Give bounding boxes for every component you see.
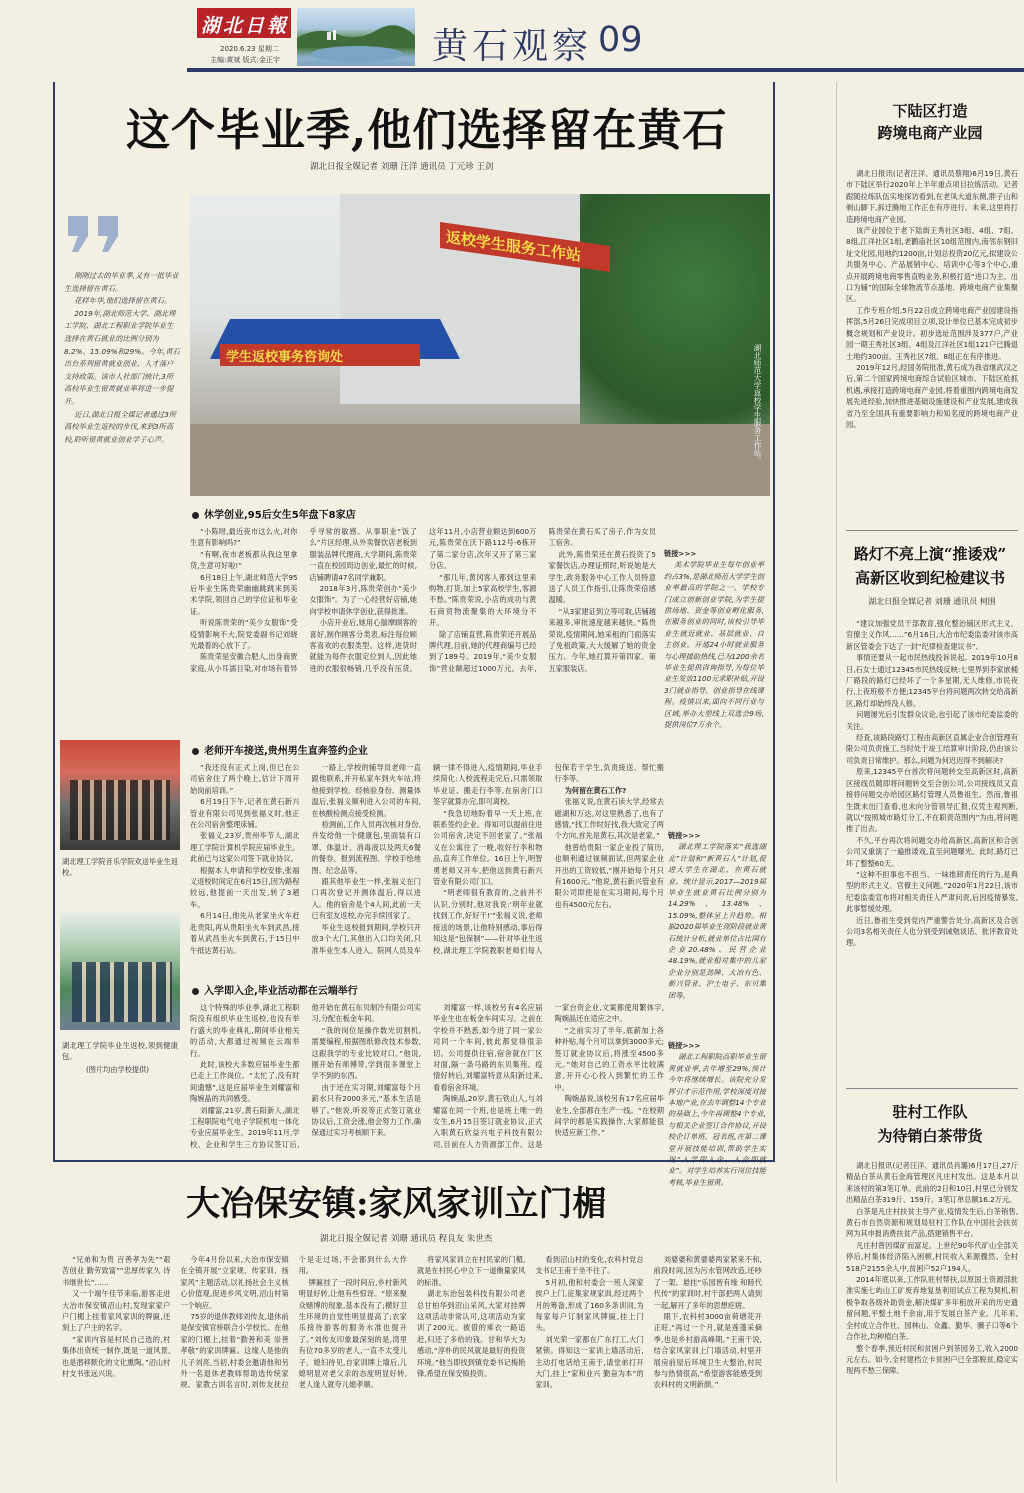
- section-1-title-text: 休学创业,95后女生5年盘下8家店: [204, 510, 356, 521]
- body-para: “家训内容是村民自己选的,村集体出资统一制作,既是一道风景,也是潜移默化的文化熏陶。”沼山村村支书张远兴说。: [62, 1334, 171, 1379]
- section-1-link: [664, 548, 764, 738]
- date-line: 2020.6.23 星期二: [220, 45, 279, 53]
- sidebar-3-title-line2: 为待销白茶带货: [877, 1127, 983, 1145]
- link-label: 链接>>>: [668, 1041, 701, 1050]
- body-para: 他曾给贵阳一家企业投了简历,也顺利通过视频面试,但两家企业开出的工资较低,“刚开始每个月只有1600元。”他说,黄石新兴管业有限公司即使是在实习期间,每个月也有4500元左右。: [554, 842, 664, 909]
- graduates-figures: [70, 780, 170, 840]
- body-para: “兄弟和为贵 百善孝为先”“艰苦创业 勤劳致富”“忠厚传家久 诗书继世长”……: [62, 1255, 171, 1287]
- sidebar-2-title: [840, 542, 1020, 590]
- photo-credit: (图片均由学校提供): [86, 1065, 150, 1074]
- body-para: “那几年,黄冈客人都到这里来购物,打货,加上5家高校学生,客源不愁。”陈贵荣说,小店的成功与黄石商贸物流聚集的大环境分不开。: [429, 572, 537, 628]
- sidebar-rule-1: [846, 530, 1018, 531]
- body-para: 今年4月份以来,大冶市保安镇在全镇开展“立家规、传家训、扬家风”主题活动,以礼扬社会主义核心价值观,促进乡风文明,沼山村第一个响应。: [180, 1255, 289, 1310]
- body-para: 看到沼山村的变化,农科村党总支书记王甫于坐不住了。: [535, 1255, 644, 1276]
- intro-para: 2019年,湖北师范大学、湖北理工学院、湖北工程职业学院毕业生选择在黄石就业的比例分别为8.2%、15.09%和29%。今年,黄石出台系列留黄就业创业、人才落户支持政策。该市人社部门统计,3所高校毕业生留黄就业率将进一步提升。: [64, 308, 180, 406]
- quote-mark-icon: [64, 212, 126, 256]
- sidebar-3-body: [846, 1160, 1018, 1486]
- body-para: 张福义,23岁,贵州毕节人,湖北理工学院计算机学院应届毕业生。此前已与这家公司签下就业协议。: [190, 831, 300, 864]
- sidebar-3-title: [840, 1100, 1020, 1148]
- body-para: 为何留在黄石工作?: [564, 785, 627, 795]
- body-para: 又一个端午佳节来临,游客走进大冶市保安镇沼山村,发现家家户户门楣上挂着家风家训的牌匾,还刻上了户主的名字。: [62, 1289, 171, 1333]
- sidebar-divider: [836, 82, 837, 1482]
- body-para: 整个春季,预近村民和贫困户到茶园务工,收入2000元左右。如今,全村建档立卡贫困户已全部脱贫,稳定实现两不愁三保障。: [846, 1343, 1018, 1376]
- body-para: 听说陈贵荣的“美少女服饰”受疫情影响不大,院党委副书记刘晓光最着的心放下了。: [190, 618, 298, 651]
- body-para: 2019年12月,经国务院批准,黄石成为我省继武汉之后,第二个国家跨境电商综合试验区城市。下陆区抢抓机遇,承接打造跨境电商产业园,将着重围内跨境电商发展先进经验,加快推进基础设施建设和产业发展,建成我省乃至全国具有重要影响力和知名度的跨境电商产业园。: [846, 362, 1018, 429]
- masthead: [0, 0, 1024, 82]
- body-para: “我还没有正式上岗,但已在公司宿舍住了两个晚上,估计下周开始岗前培训。”: [190, 763, 300, 795]
- body-para: 问题屡光后引发群众议论,也引起了该市纪委监委的关注。: [846, 710, 1018, 731]
- body-para: “我急切地盼着早一天上班,在联系签约企业。得知可以提前住进公司宿舍,决定不回老家了。”张福义在公寓住了一晚,收好行李和物品,直奔工作单位。16日上午,明智勇老师又开车,把他送到黄石新兴管业有限公司门口。: [433, 808, 543, 887]
- section-2-link: [668, 830, 766, 1000]
- editor-line: 主编:黄斌 版式:金正宇: [210, 56, 280, 64]
- left-photo-1: [60, 740, 180, 850]
- body-para: 6月18日上午,湖北师范大学95后毕业生陈贵荣幽幽跳跳来到美术学院,领回自己的学位证和毕业证。: [190, 572, 298, 616]
- body-para: “之前实习了半年,底薪加上各种补贴,每个月可以拿到3000多元;签订就业协议后,将涨至4500多元。”她对自己的工资水平比较满意,开开心心投入到繁忙的工作中。: [554, 1025, 664, 1092]
- section-3-link: [668, 1040, 766, 1187]
- body-para: 刘耀富一样,该校另有4名应届毕业生也在板金车间实习。之前在学校并不熟悉,如今进了同一家公司同一个车间,彼此都觉得很亲切。公司提供住宿,宿舍就在厂区对面,隔一条马路的东贝集苑。疫情好转后,刘耀富特意从阳新过来,看看宿舍环境。: [433, 1003, 543, 1092]
- second-story-body: [62, 1254, 762, 1486]
- body-para: 此外,陈贵荣还在黄石投资了5家餐饮店,办理证照时,听说她是大学生,政务服务中心工作人员特意送了人员工作指引,让陈贵荣倍感温暖。: [548, 549, 656, 605]
- bullet-icon: [192, 512, 199, 519]
- body-para: 凡庄村曾因煤矿而富足。上世纪90年代矿山全部关停后,村集体经济陷入困顿,村民收入来源骤然。全村518户2155余人中,贫困户52户194人。: [846, 1240, 1018, 1273]
- body-para: 跟其他毕业生一样,张福义在门口再次登记并测体温后,得以进入。他的宿舍是个4人间,此前一天已有室友返校,办完手续回家了。: [311, 877, 421, 921]
- main-photo-caption: 湖北师范大学返校学生服务工作站。: [753, 344, 762, 464]
- body-para: 将家风家训立在村民家的门楣,就是在村民心中立下一道衡量家风的标准。: [416, 1255, 526, 1287]
- body-para: 工作专班介绍,5月22日成立跨境电商产业园建设指挥部,5月26日完成项目立项,设计单位已基本完成初步概念规划和产业设计。初步选址范围涉及377户,产业园一期王秀社区3组、4组及江洋社区1组121户已腾退土地约300亩。王秀社区7组、8组正在有序推进。: [846, 305, 1018, 361]
- body-para: 陈贵荣是安徽合肥人,出身商贾家庭,从小耳濡目染,对市场有着异乎寻常的敏感。从事职业“饭了么”片区经理,从外卖餐饮店老板到服装品牌代理商,大学期间,陈贵荣一直在校园周边创业,最忙的时候,店铺聘请47名同学兼职。: [190, 527, 417, 673]
- body-para: 这个特殊的毕业季,湖北工程职院没有组织毕业生返校,也没有举行盛大的毕业典礼,期间毕业相关的活动,大都通过视频在云端举行。: [190, 1003, 300, 1058]
- section-3-body: [190, 1002, 664, 1152]
- section-3-title: [192, 982, 358, 997]
- banner-1-text: 学生返校事务咨询处: [226, 350, 344, 365]
- body-para: 陶婉晶说,该校另有17名应届毕业生,全部都在生产一线。“在校期间学的都是实践操作,大家都能很快适应新工作。”: [554, 1094, 664, 1138]
- left-photo-1-caption: 湖北理工学院音乐学院欢送毕业生返校。: [62, 857, 178, 878]
- section-1-title: [192, 506, 356, 521]
- sidebar-2-byline: 湖北日报全媒记者 刘珊 通讯员 柯围: [868, 597, 996, 606]
- intro-para: 花样年华,他们选择留在黄石。: [74, 296, 172, 306]
- lake-scene-icon: [297, 8, 415, 66]
- intro-para: 近日,湖北日报全媒记者通过3所高校毕业生返校的步伐,来到3所高校,聆听留黄就业创业学子心声。: [64, 409, 177, 444]
- ground: [190, 424, 770, 496]
- link-label: 链接>>>: [668, 831, 701, 840]
- sidebar-1-title-line1: 下陆区打造: [892, 102, 968, 120]
- body-para: 张福义说,在黄石读大学,经常去磁湖和万达,对这里熟悉了,也有了感情,“找工作时好找,我大致定了两个方向,首先是黄石,其次是老家。”: [554, 797, 664, 841]
- body-para: “建议加强党员干部教育,强化整治铺区形式主义、官僚主义作风……”6月16日,大冶市纪委监委对该市高新区管委会下达了一封“纪律检查建议书”。: [846, 619, 1018, 651]
- bullet-icon: [192, 748, 199, 755]
- body-para: 根据本人申请和学校安排,张福义返校时间定在6月15日,因为路程较远,他提前一天出发,转了3趟车。: [190, 865, 300, 909]
- lead-headline: 这个毕业季,他们选择留在黄石: [126, 105, 728, 156]
- body-para: 6月19日下午,记者在黄石新兴管业有限公司见到张福义时,他正在公司宿舍整理床铺。: [190, 797, 300, 830]
- bullet-icon: [192, 988, 199, 995]
- sidebar-rule-2: [846, 1088, 1018, 1089]
- body-para: 除了店铺直营,陈贵荣还开展品牌代理,目前,她的代理商编号已经到了189号。2019年,“美少女服饰”营业额超过1000万元。去年,陈贵荣在黄石买了房子,作为女员工宿舍。: [429, 527, 656, 673]
- body-para: 检测前,工作人员再次核对身份,并发给他一个健康包,里面装有口罩、体温计、消毒液以及两天6餐的餐券、报到流程图、学校手绘地图、纪念品等。: [311, 820, 421, 875]
- body-para: “小陈呀,最近夜市这么火,对你生意有影响吗?”: [190, 527, 298, 548]
- body-para: 75岁的退休教师刘传友,退休前是保安镇官桥联合小学校长。在他家的门楣上,挂着“勤善和美 崇善孝敬”的家训牌匾。这缘人是他的儿子刘亮,当初,村委会邀请他和另外一名退休老教师帮助选传统家规、家教古训名言时,刘传友抚拉个是走过场,不会都到什么大作用。: [180, 1255, 407, 1390]
- body-para: 刘光荣一家都在广东打工,大门紧锁。得知这一家训上墙活动后,主动打电话给王甫于,请堂弟打开大门,挂上“家和业兴 勤奋为本”的家训。: [535, 1334, 644, 1390]
- sidebar-1-title-line2: 跨境电商产业园: [877, 124, 983, 142]
- body-para: “从3家建证到立等可取,店铺越来越多,审批速度越来越快。”陈贵荣说,疫情期间,她采租的门面落实了免租政策,大大缓解了她的资金压力。今年,她打算开第四家、第五家服装店。: [548, 606, 656, 673]
- intro-para: 刚刚过去的毕业季,又有一批毕业生选择留在黄石。: [64, 271, 179, 293]
- body-para: “我的岗位是操作数光切割机,需要编程,根据图纸修改技术参数,这跟我学的专业比较对口。”他说,刚开始有师傅带,学到很多课堂上学不到的东西。: [311, 1025, 421, 1081]
- body-para: 由于还在实习期,刘耀富每个月薪水只有2000多元,“基本生活是够了。”他说,听说等正式签订就业协议后,工资会涨,他会努力工作,确保通过实习考核顺下来。: [311, 1082, 421, 1138]
- body-para: 不久,平台再次将问题交办给高新区,高新区和合创公司又重演了一遍推诿戏,直至问题曝光。此时,路灯已坏了整整60天。: [846, 835, 1018, 868]
- body-para: “这种不担事也不担当、一味推卸责任的行为,是典型的形式主义、官僚主义问题。”2020年1月22日,该市纪委监委宣布将对相关责任人严肃问责,后因疫情暴发,此事暂缓处理。: [846, 869, 1018, 914]
- link-text: 湖北理工学院落实“我选湖北”计划和“新黄石人”计划,促进大学生在湖北、在黄石就业。统计显示,2017—2019届毕业生就业黄石比例分别为14.29%、13.48%、15.09%,整体呈上升趋势。根据2020届毕业生现阶段就业黄石统计分析,就业单位占比国有企业20.48%、民营企业48.19%,就业相对集中的儿家企业分别是劲牌、大冶有色、新兴管业、沪士电子、东贝集团等。: [668, 842, 766, 1000]
- section-title: 黄石观察: [432, 26, 593, 67]
- body-para: “明老师很有教育的,之前并不认识,分别时,他对我说:‘明年业就找到工作,好好干!’”张福义说,老师接送的场景,让他特别感动,事后得知这是“包保制”——针对毕业生返校,湖北理工学院教职老师们每人包保若干学生,负责接送、帮忙搬行李等。: [433, 763, 664, 955]
- body-para: 一路上,学校的辅导员老师一直跟他联系,并开私家车到火车站,将他接到学校。经核验身份、测量体温后,张福义顺利进入公司的车间,在核酸检测点接受检测。: [311, 763, 421, 818]
- second-byline: 湖北日报全媒记者 刘珊 通讯员 程良友 朱世杰: [320, 1234, 493, 1244]
- paper-logo: [197, 8, 291, 38]
- section-2-body: [190, 762, 664, 976]
- body-para: 牌匾挂了一段时间后,乡村新风明显好转,让他有些惊讶。“原来聚众赌博的现象,基本没有了;横好卫生环境的自觉性明显提高了;农家乐接待游客的服务水准也提升了。”刘传友印象最深刻的是,湾里有位70多岁的老人,一直不太受儿子、媳妇待见,自家训牌上墙后,儿媳明显对老父亲的态度明显好转,老人逢人就夸儿媳孝顺。: [298, 1277, 407, 1390]
- link-label: 链接>>>: [664, 549, 697, 558]
- masthead-landscape-image: [297, 8, 415, 66]
- link-text: 湖北工程职院高职毕业生留黄就业率,去年增至29%,预计今年将继续增长。该院充分发挥引才示范作用,学校深度对接本地产业,在去年调整14个专业的基础上,今年再调整4个专业,与相关企业签订合作协议,开设校企订单班、冠名班,在第二课堂开展技能培训,帮助学生实现“入学即入企、入企即就业”。对学生培养实行岗位技能考核,毕业生留黄。: [668, 1052, 766, 1187]
- body-para: 湖北东治包装科技有限公司老总甘柏华到沼山采风,大家对挂牌这项活动非常认可,这项活动为家训了200元。被借的乘衣一路追赶,归还了多给的钱。甘和华大为感动,“淳朴的民风就是最好的投资环境。”他当即找到镇党委书记梅艳锋,希望在保安镇投资。: [416, 1289, 526, 1379]
- left-photo-2-caption: 湖北理工学院毕业生返校,领到健康包。: [62, 1041, 178, 1062]
- section-3-title-text: 入学即入企,毕业活动都在云端举行: [204, 986, 358, 997]
- body-para: 眼下,农科村3000亩荷塘花开正旺,“再过一个月,就是莲蓬采摘季,也是乡村游高峰期。”王甫干说,结合家风家训上门墙活动,村里开展房前屋后环境卫生大整治,村民参与热情很高,“希望游客能感受到农科村的文明新颜。”: [653, 1312, 762, 1390]
- lead-byline: 湖北日报全媒记者 刘珊 汪洋 通讯员 丁元珍 王剑: [310, 162, 494, 172]
- masthead-rule: [187, 68, 1024, 72]
- sidebar-2-title-line1: 路灯不亮上演“推诿戏”: [853, 545, 1007, 563]
- left-photo-2: [60, 912, 180, 1030]
- red-banner-1: [220, 344, 420, 366]
- link-text: 美术学院毕业生每年创业率约占3%,是湖北师范大学学生创业率最高的学院之一。学校专门成立创新创业学院,为学生提供场地、资金等创业孵化服务,在服务创业的同时,该校引导毕业生就近就业、基层就业、自主创业。开通24小时就业服务与心理援助热线,已为1200余名毕业生提供咨询指导,为每位毕业生发放1100元求职补贴,开设3门就业指导、创业指导在线课程。疫情以来,面向不同行业与区域,举办大型线上双选会9场,提供岗位7万余个。: [664, 560, 764, 730]
- banner-2-text: 返校学生服务工作站: [446, 227, 582, 265]
- body-para: 5月初,他和村委会一班人深家挨户上门,征集家规家训,经过两个月的筹备,形成了160多条训词,为每家每户订制家风牌匾,挂上门头。: [535, 1277, 644, 1333]
- sidebar-2-title-line2: 高新区收到纪检建议书: [854, 569, 1005, 587]
- body-para: 该产业园位于老下陆街王秀社区3组、4组、7组、8组,江洋社区1组,老鹳庙社区10组范围内,南邻东钢旧址文化园,用地约1200亩,计划总投资20亿元,拟建设公共服务中心、产品展销中心、培训中心等3个中心,重点开展跨境电商零售直购业务,积极打造“进口为主、出口为辅”的国际全球物流节点基地、跨境电商产业集聚区。: [846, 226, 1018, 304]
- main-photo: [190, 194, 770, 496]
- body-para: 经查,该路段路灯工程由高新区直属企业合创管理有限公司负责施工,当时处于竣工结算审计阶段,仍由该公司负责日常维护。那么,问题为何迟迟得不到解决?: [846, 733, 1018, 765]
- page-number: 09: [598, 20, 643, 60]
- section-1-body: [190, 526, 656, 738]
- paper-name: 湖北日報: [201, 15, 290, 37]
- body-para: 白茶是凡庄村扶贫主导产业,疫情发生后,白茶销售,黄石市自然资源和规划局驻村工作队在中国社会扶贫网为其申报消费扶贫产品,搭建销售平台。: [846, 1206, 1018, 1239]
- section-2-title: [192, 742, 368, 757]
- sidebar-1-body: [846, 168, 1018, 520]
- body-para: 事情还要从一起市民热线投诉说起。2019年10月8日,石女士通过12345市民热线反映:七里界到李家嵌桶厂路段的路灯已经坏了一个多星期,无人维修,市民夜行,上夜班极不方便;12345平台将问题两次转交给高新区,路灯却始终没人修。: [846, 653, 1018, 708]
- body-para: 2018年3月,陈贵荣创办“美少女服饰”。为了一心经营好店铺,她向学校申请休学创业,获得批准。: [309, 584, 417, 616]
- sidebar-1-title: [840, 100, 1020, 144]
- section-2-title-text: 老师开车接送,贵州男生直奔签约企业: [204, 746, 368, 757]
- body-para: 刘婆婆和黄婆婆两家紧来不和,前段时间,因为污水管网改造,还吵了一架。悬挂“乐园皆有缘 和睦代代传”的家训时,村干部把两人请到一起,解开了多年的思想疙瘩。: [653, 1255, 762, 1310]
- body-para: 陶婉晶,20岁,黄石铁山人,与刘耀富在同一个班,也是班上唯一的女生,6月15日签订就业协议,正式入职黄石欣益兴电子科技有限公司,目前在人力资源部工作。这是一家台资企业,文案都使用繁体字,陶婉晶还在适应之中。: [433, 1003, 664, 1149]
- second-headline: 大冶保安镇:家风家训立门楣: [186, 1184, 607, 1224]
- body-para: 小店开业后,她用心揣摩顾客的喜好,制作顾客分类表,标注每位顾客喜欢的衣服类型。这样,进货时就能为每件衣服定位到人,因此她进的衣服很畅销,几乎没有压货。这年11月,小店营业额达到600万元,陈贵荣在沃下路112号-6栋开了第二家分店,次年又开了第三家分店。: [309, 527, 537, 673]
- body-para: 刘耀富,21岁,黄石阳新人,湖北工程职院电气电子学院机电一体化专业应届毕业生。2019年11月,学校、企业和学生三方协议签订后,他开始在黄石东贝制冷有限公司实习,分配在板金车间。: [190, 1003, 421, 1149]
- body-para: 2014年底以来,工作队驻村帮扶,以原国土资源部批准实施七屿山工矿废弃地复垦利用试点工程为契机,积极争取各级补助资金,解决煤矿多年租放开采的历史遗留问题,平整土地千余亩,用于发展白茶产业。几年来,全村成立合作社、园林山、众鑫、勤华、骥子口等6个合作社,均种植白茶。: [846, 1275, 1018, 1342]
- body-para: 此时,该校大多数应届毕业生都已走上工作岗位。“太忙了,没有时间遗憾”,这是应届毕业生刘耀富和陶婉晶的共同感受。: [190, 1060, 300, 1104]
- lead-intro: [64, 270, 180, 520]
- body-para: 湖北日报讯(记者汪洋、通讯员蔡翔)6月19日,黄石市下陆区举行2020年上半年重点项目拉练活动。记者跟随拉练队伍实地探访看到,在老凤大道东侧,胖子山和剃山脚下,拆迁腾地工作正在有序进行。未来,这里将打造跨境电商产业园。: [846, 169, 1018, 224]
- body-para: 湖北日报讯(记者汪洋、通讯员肖璐)6月17日,27斤精品白茶从黄石金海管理区凡庄村发出。这是本月以来该村的第3笔订单。此前的2日和10日,村里已分别发出精品白茶319斤、159斤。3笔订单总额16.2万元。: [846, 1161, 1018, 1205]
- body-para: 毕业生返校报到期间,学校只开放3个大门,其他出入口均关闭,只准毕业生本人进入。院网人员及车辆一律不得进入,疫情期间,毕业手续简化:人校流程走完后,只需领取毕业证、搬走行李等,在宿舍门口签字就算办完,即可离校。: [311, 763, 543, 955]
- sidebar-2-body: [846, 618, 1018, 1080]
- sidebar-3-title-line1: 驻村工作队: [892, 1103, 968, 1121]
- body-para: 6月14日,他先从老家坐火车赶赴贵阳,再从贵阳坐火车到武昌,接着从武昌坐火车到黄石,于15日中午抵达黄石站。: [190, 911, 300, 955]
- body-para: 近日,鲁祖生受到党内严重警告处分,高新区及合创公司3名相关责任人也分别受到诫勉谈话、批评教育处理。: [846, 915, 1018, 948]
- body-para: 原来,12345平台首次将问题转交至高新区时,高新区接线员随即将问题转交至合创公司,公司接线员又直接将问题交办给园区路灯管理人员鲁祖生。然而,鲁祖生既未出门查看,也未向分管领导汇报,仅凭主观判断,就以“按照城市路灯分工,不在职责范围内”为由,将问题推了出去。: [846, 767, 1018, 834]
- body-para: “有啊,夜市老板都从我这里拿货,生意可好啦!”: [190, 549, 298, 571]
- students-figures: [72, 962, 172, 1022]
